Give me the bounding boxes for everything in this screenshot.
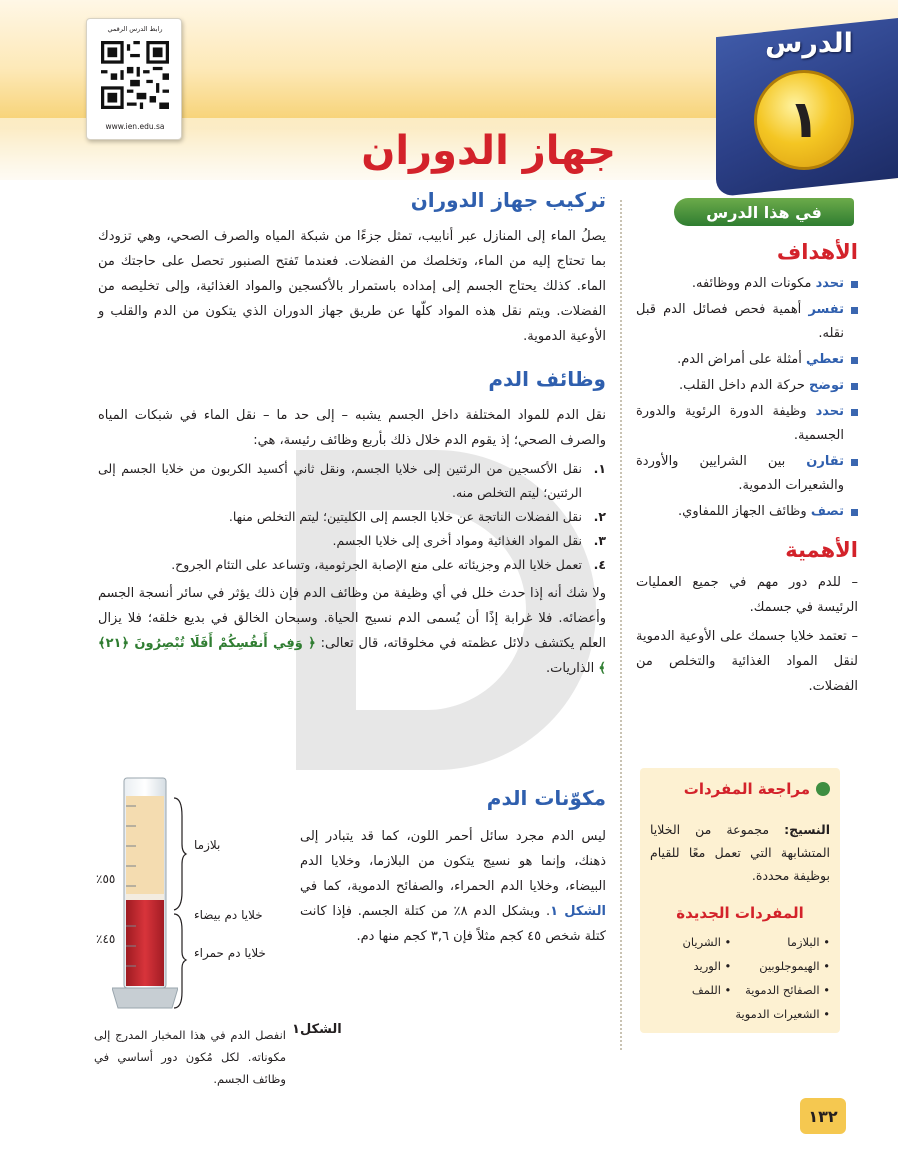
function-item [98, 553, 606, 577]
objective-verb: تحدد [815, 276, 844, 291]
plasma-label: بلازما [194, 838, 221, 852]
cells-percentage: ٤٥٪ [96, 932, 116, 946]
vocab-term-label: النسيج: [784, 822, 830, 837]
column-divider [620, 200, 622, 1050]
components-paragraph [300, 824, 606, 949]
functions-outro-text: ولا شك أنه إذا حدث خلل في أي وظيفة من وظائف الدم فإن ذلك يؤثر في سائر أنسجة الجسم وأعضائه. فلا غرابة إذًا أن يُسمى الدم نسيج الحياة. وسبحان الخالق في بديع خلقه؛ فلا يزال العلم يكتشف دلائل عظمته في مخلوقاته، قال تعالى: [98, 586, 607, 651]
objective-verb: توضح [809, 378, 844, 393]
objective-item [636, 400, 858, 448]
qr-caption: رابط الدرس الرقمي [107, 25, 163, 33]
function-text: نقل الأكسجين من الرئتين إلى خلايا الجسم، ونقل ثاني أكسيد الكربون من خلايا الجسم إلى الرئتين؛ ليتم التخلص منه. [98, 461, 582, 500]
structure-heading: تركيب جهاز الدوران [410, 188, 606, 212]
objective-item [636, 298, 858, 346]
functions-list [98, 457, 606, 577]
function-item [98, 529, 606, 553]
function-text: تعمل خلايا الدم وجزيئاته على منع الإصابة الجرثومية، وتساعد على التئام الجروح. [171, 557, 582, 572]
objective-verb: تصف [810, 504, 844, 519]
importance-heading: الأهمية [785, 538, 858, 562]
vocab-term: • الهيموجلوبين [735, 956, 830, 976]
figure-caption-title: الشكل١ [292, 1022, 342, 1037]
percentage-brace-icon [172, 796, 188, 1010]
objective-verb: تعطي [805, 352, 844, 367]
objective-text: بين الشرايين والأوردة والشعيرات الدموية. [636, 454, 844, 493]
objective-item [636, 450, 858, 498]
plasma-percentage: ٥٥٪ [96, 872, 116, 886]
function-number: ٣. [593, 533, 606, 548]
objective-item [636, 348, 858, 372]
square-bullet-icon [851, 509, 858, 516]
vocab-term: • الشعيرات الدموية [735, 1004, 830, 1024]
qr-card[interactable] [86, 18, 182, 140]
functions-outro [98, 581, 606, 681]
objective-text: مكونات الدم ووظائفه. [691, 276, 816, 291]
lesson-word: الدرس [765, 28, 853, 59]
objective-verb: تحدد [815, 404, 844, 419]
function-item [98, 505, 606, 529]
function-text: نقل الفضلات الناتجة عن خلايا الجسم إلى الكليتين؛ ليتم التخلص منها. [228, 509, 582, 524]
page-number: ١٣٢ [800, 1098, 846, 1134]
objective-item [636, 500, 858, 524]
importance-text: – للدم دور مهم في جميع العمليات الرئيسة في جسمك. [636, 575, 858, 615]
page-title: جهاز الدوران [361, 128, 616, 174]
new-vocab-heading: المفردات الجديدة [676, 904, 804, 922]
sidebar [636, 240, 858, 703]
figure-caption: انفصل الدم في هذا المخبار المدرج إلى مكوناته. لكل مُكون دور أساسي في وظائف الجسم. [94, 1028, 286, 1086]
components-text: ليس الدم مجرد سائل أحمر اللون، كما قد يتبادر إلى ذهنك، وإنما هو نسيج يتكون من البلازما، وخلايا الدم البيضاء، وخلايا الدم الحمراء، والصفائح الدموية، كما في [300, 829, 606, 894]
importance-text: – تعتمد خلايا جسمك على الأوعية الدموية لنقل المواد الغذائية والتخلص من الفضلات. [636, 629, 858, 694]
function-number: ٤. [593, 557, 606, 572]
function-item [98, 457, 606, 505]
qr-code-icon[interactable] [101, 41, 169, 109]
function-text: نقل المواد الغذائية ومواد أخرى إلى خلايا الجسم. [332, 533, 582, 548]
review-circle-icon [816, 782, 830, 796]
square-bullet-icon [851, 459, 858, 466]
function-number: ٢. [593, 509, 606, 524]
square-bullet-icon [851, 307, 858, 314]
objective-text: أهمية فحص فصائل الدم قبل نقله. [636, 302, 844, 341]
functions-heading: وظائف الدم [488, 367, 606, 391]
objective-item [636, 374, 858, 398]
lesson-number-badge: ١ [754, 70, 854, 170]
new-vocab-list [644, 932, 830, 1024]
objective-text: أمثلة على أمراض الدم. [677, 352, 806, 367]
objective-item [636, 272, 858, 296]
main-column [98, 188, 606, 681]
vocab-review-definition [650, 818, 830, 887]
functions-intro: نقل الدم للمواد المختلفة داخل الجسم يشبه – إلى حد ما – نقل الماء في شبكات المياه والصرف الصحي؛ إذ يقوم الدم خلال ذلك بأربع وظائف رئيسة، هي: [98, 408, 606, 448]
objective-text: وظائف الجهاز اللمفاوي. [678, 504, 811, 519]
graduated-cylinder-icon [112, 776, 178, 1011]
vocab-definition-text: مجموعة من الخلايا المتشابهة التي تعمل معًا للقيام بوظيفة محددة. [650, 822, 830, 883]
square-bullet-icon [851, 357, 858, 364]
white-cells-label: خلايا دم بيضاء [194, 908, 263, 922]
vocab-review-heading [684, 780, 830, 798]
function-number: ١. [593, 461, 606, 476]
in-this-lesson-badge: في هذا الدرس [674, 198, 854, 226]
square-bullet-icon [851, 383, 858, 390]
vocabulary-box [640, 768, 840, 1033]
objective-text: حركة الدم داخل القلب. [679, 378, 810, 393]
square-bullet-icon [851, 409, 858, 416]
structure-paragraph: يصلُ الماء إلى المنازل عبر أنابيب، تمثل جزءًا من شبكة المياه والصرف الصحي، وهي تزودك بما تحتاج إليه من الماء، وتخلصك من الفضلات. فعندما تَفتح الصنبور تحصل على حاجتك من الماء. كذلك يحتاج الجسم إلى إمداده باستمرار بالأكسجين والمواد الغذائية، وإلى تخليصه من الفضلات. ويتم نقل هذه المواد كلّها عن طريق جهاز الدوران الذي يتكون من الدم والقلب و الأوعية الدموية. [98, 229, 606, 344]
objective-verb: تقارن [806, 454, 844, 469]
square-bullet-icon [851, 281, 858, 288]
vocab-term: • اللمف [644, 980, 731, 1000]
quran-verse: ﴿ وَفِي أَنفُسِكُمْ أَفَلَا تُبْصِرُونَ ﴿٢١﴾ ﴾ [98, 636, 606, 676]
objective-verb: تفسر [808, 302, 844, 317]
vocab-review-title: مراجعة المفردات [683, 780, 810, 798]
objectives-heading: الأهداف [776, 240, 858, 264]
red-cells-label: خلايا دم حمراء [194, 946, 266, 960]
vocab-term: • الصفائح الدموية [735, 980, 830, 1000]
qr-url[interactable]: www.ien.edu.sa [105, 122, 165, 131]
importance-section [636, 538, 858, 699]
verse-source: الذاريات. [545, 661, 595, 676]
vocab-term: • الشريان [644, 932, 731, 952]
vocab-term: • البلازما [735, 932, 830, 952]
components-text: . ويشكل الدم ٨٪ من كتلة الجسم. فإذا كانت كتلة شخص ٤٥ كجم مثلاً فإن ٣,٦ كجم منها دم. [300, 904, 606, 944]
objective-text: وظيفة الدورة الرئوية والدورة الجسمية. [636, 404, 844, 443]
vocab-term: • الوريد [644, 956, 731, 976]
components-heading: مكوّنات الدم [486, 786, 606, 810]
figure-reference: الشكل ١ [550, 904, 606, 919]
objectives-list [636, 272, 858, 524]
